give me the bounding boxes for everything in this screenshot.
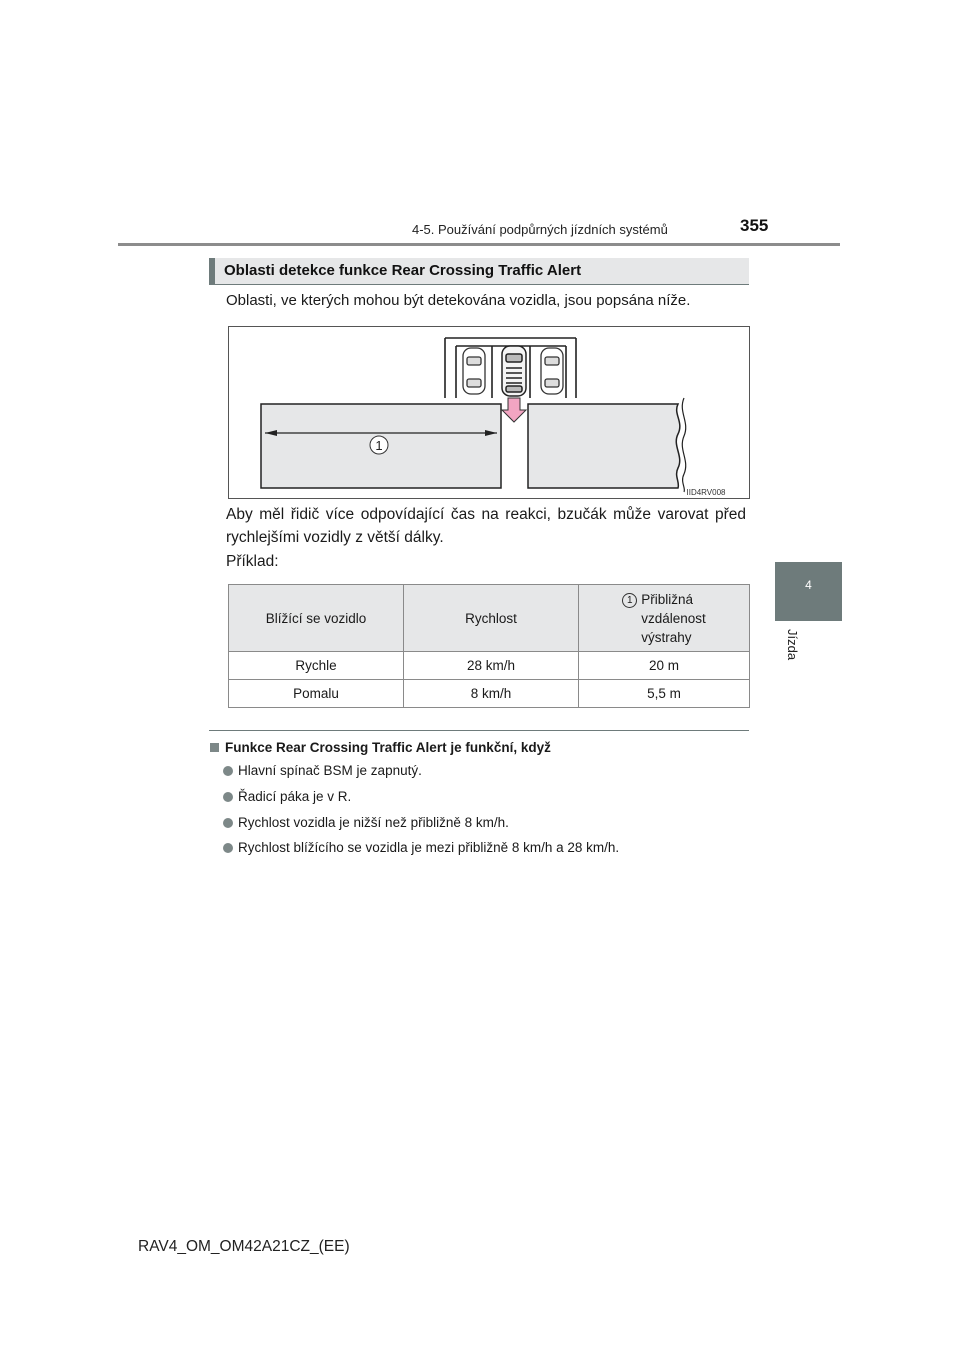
list-item: Hlavní spínač BSM je zapnutý. bbox=[223, 763, 422, 778]
round-bullet-icon bbox=[223, 843, 233, 853]
chapter-label-text: Jízda bbox=[785, 629, 800, 661]
chapter-tab-number: 4 bbox=[805, 578, 812, 592]
parked-car-left-icon bbox=[463, 348, 485, 394]
detection-zone-right bbox=[528, 404, 680, 488]
table-row bbox=[229, 652, 750, 680]
round-bullet-icon bbox=[223, 766, 233, 776]
conditions-heading bbox=[210, 740, 551, 755]
header-approaching-vehicle: Blížící se vozidlo bbox=[229, 585, 404, 652]
chapter-label bbox=[780, 629, 810, 679]
header-distance-line2: vzdálenost bbox=[641, 610, 706, 626]
detection-area-illustration bbox=[228, 326, 750, 499]
conditions-heading-text: Funkce Rear Crossing Traffic Alert je funkční, když bbox=[225, 740, 551, 755]
section-divider bbox=[209, 730, 749, 731]
cell-speed: 28 km/h bbox=[404, 652, 579, 680]
header-section-title: 4-5. Používání podpůrných jízdních systémů bbox=[412, 222, 668, 237]
reaction-paragraph: Aby měl řidič více odpovídající čas na reakci, bzučák může varovat před rychlejšími vozidly z větší dálky. bbox=[226, 506, 746, 546]
figure-code: IID4RV008 bbox=[686, 488, 726, 497]
header-distance-line1: Přibližná bbox=[641, 591, 693, 607]
cell-vehicle: Rychle bbox=[229, 652, 404, 680]
warning-distance-table bbox=[228, 584, 750, 708]
header-divider bbox=[118, 243, 840, 246]
list-item: Řadicí páka je v R. bbox=[223, 789, 351, 804]
list-item: Rychlost vozidla je nižší než přibližně 8 km/h. bbox=[223, 815, 509, 830]
figure-callout-number: 1 bbox=[375, 438, 383, 453]
cell-speed: 8 km/h bbox=[404, 680, 579, 708]
parked-car-right-icon bbox=[541, 348, 563, 394]
round-bullet-icon bbox=[223, 792, 233, 802]
section-heading-rule bbox=[209, 284, 749, 285]
cell-distance: 20 m bbox=[579, 652, 750, 680]
header-warning-distance bbox=[579, 585, 750, 652]
table-row bbox=[229, 680, 750, 708]
list-item: Rychlost blížícího se vozidla je mezi přibližně 8 km/h a 28 km/h. bbox=[223, 840, 619, 855]
own-vehicle-icon bbox=[502, 346, 526, 396]
section-heading-bar bbox=[209, 258, 215, 284]
square-bullet-icon bbox=[210, 743, 219, 752]
footer-document-code: RAV4_OM_OM42A21CZ_(EE) bbox=[138, 1238, 350, 1255]
table-header-row bbox=[229, 585, 750, 652]
intro-paragraph: Oblasti, ve kterých mohou být detekována vozidla, jsou popsána níže. bbox=[226, 292, 691, 309]
header-speed: Rychlost bbox=[404, 585, 579, 652]
page-number: 355 bbox=[740, 216, 769, 235]
header-distance-line3: výstrahy bbox=[641, 629, 692, 645]
example-label: Příklad: bbox=[226, 553, 279, 570]
section-heading: Oblasti detekce funkce Rear Crossing Traffic Alert bbox=[224, 262, 582, 279]
round-bullet-icon bbox=[223, 818, 233, 828]
callout-circle-icon: 1 bbox=[622, 593, 637, 608]
cell-distance: 5,5 m bbox=[579, 680, 750, 708]
cell-vehicle: Pomalu bbox=[229, 680, 404, 708]
